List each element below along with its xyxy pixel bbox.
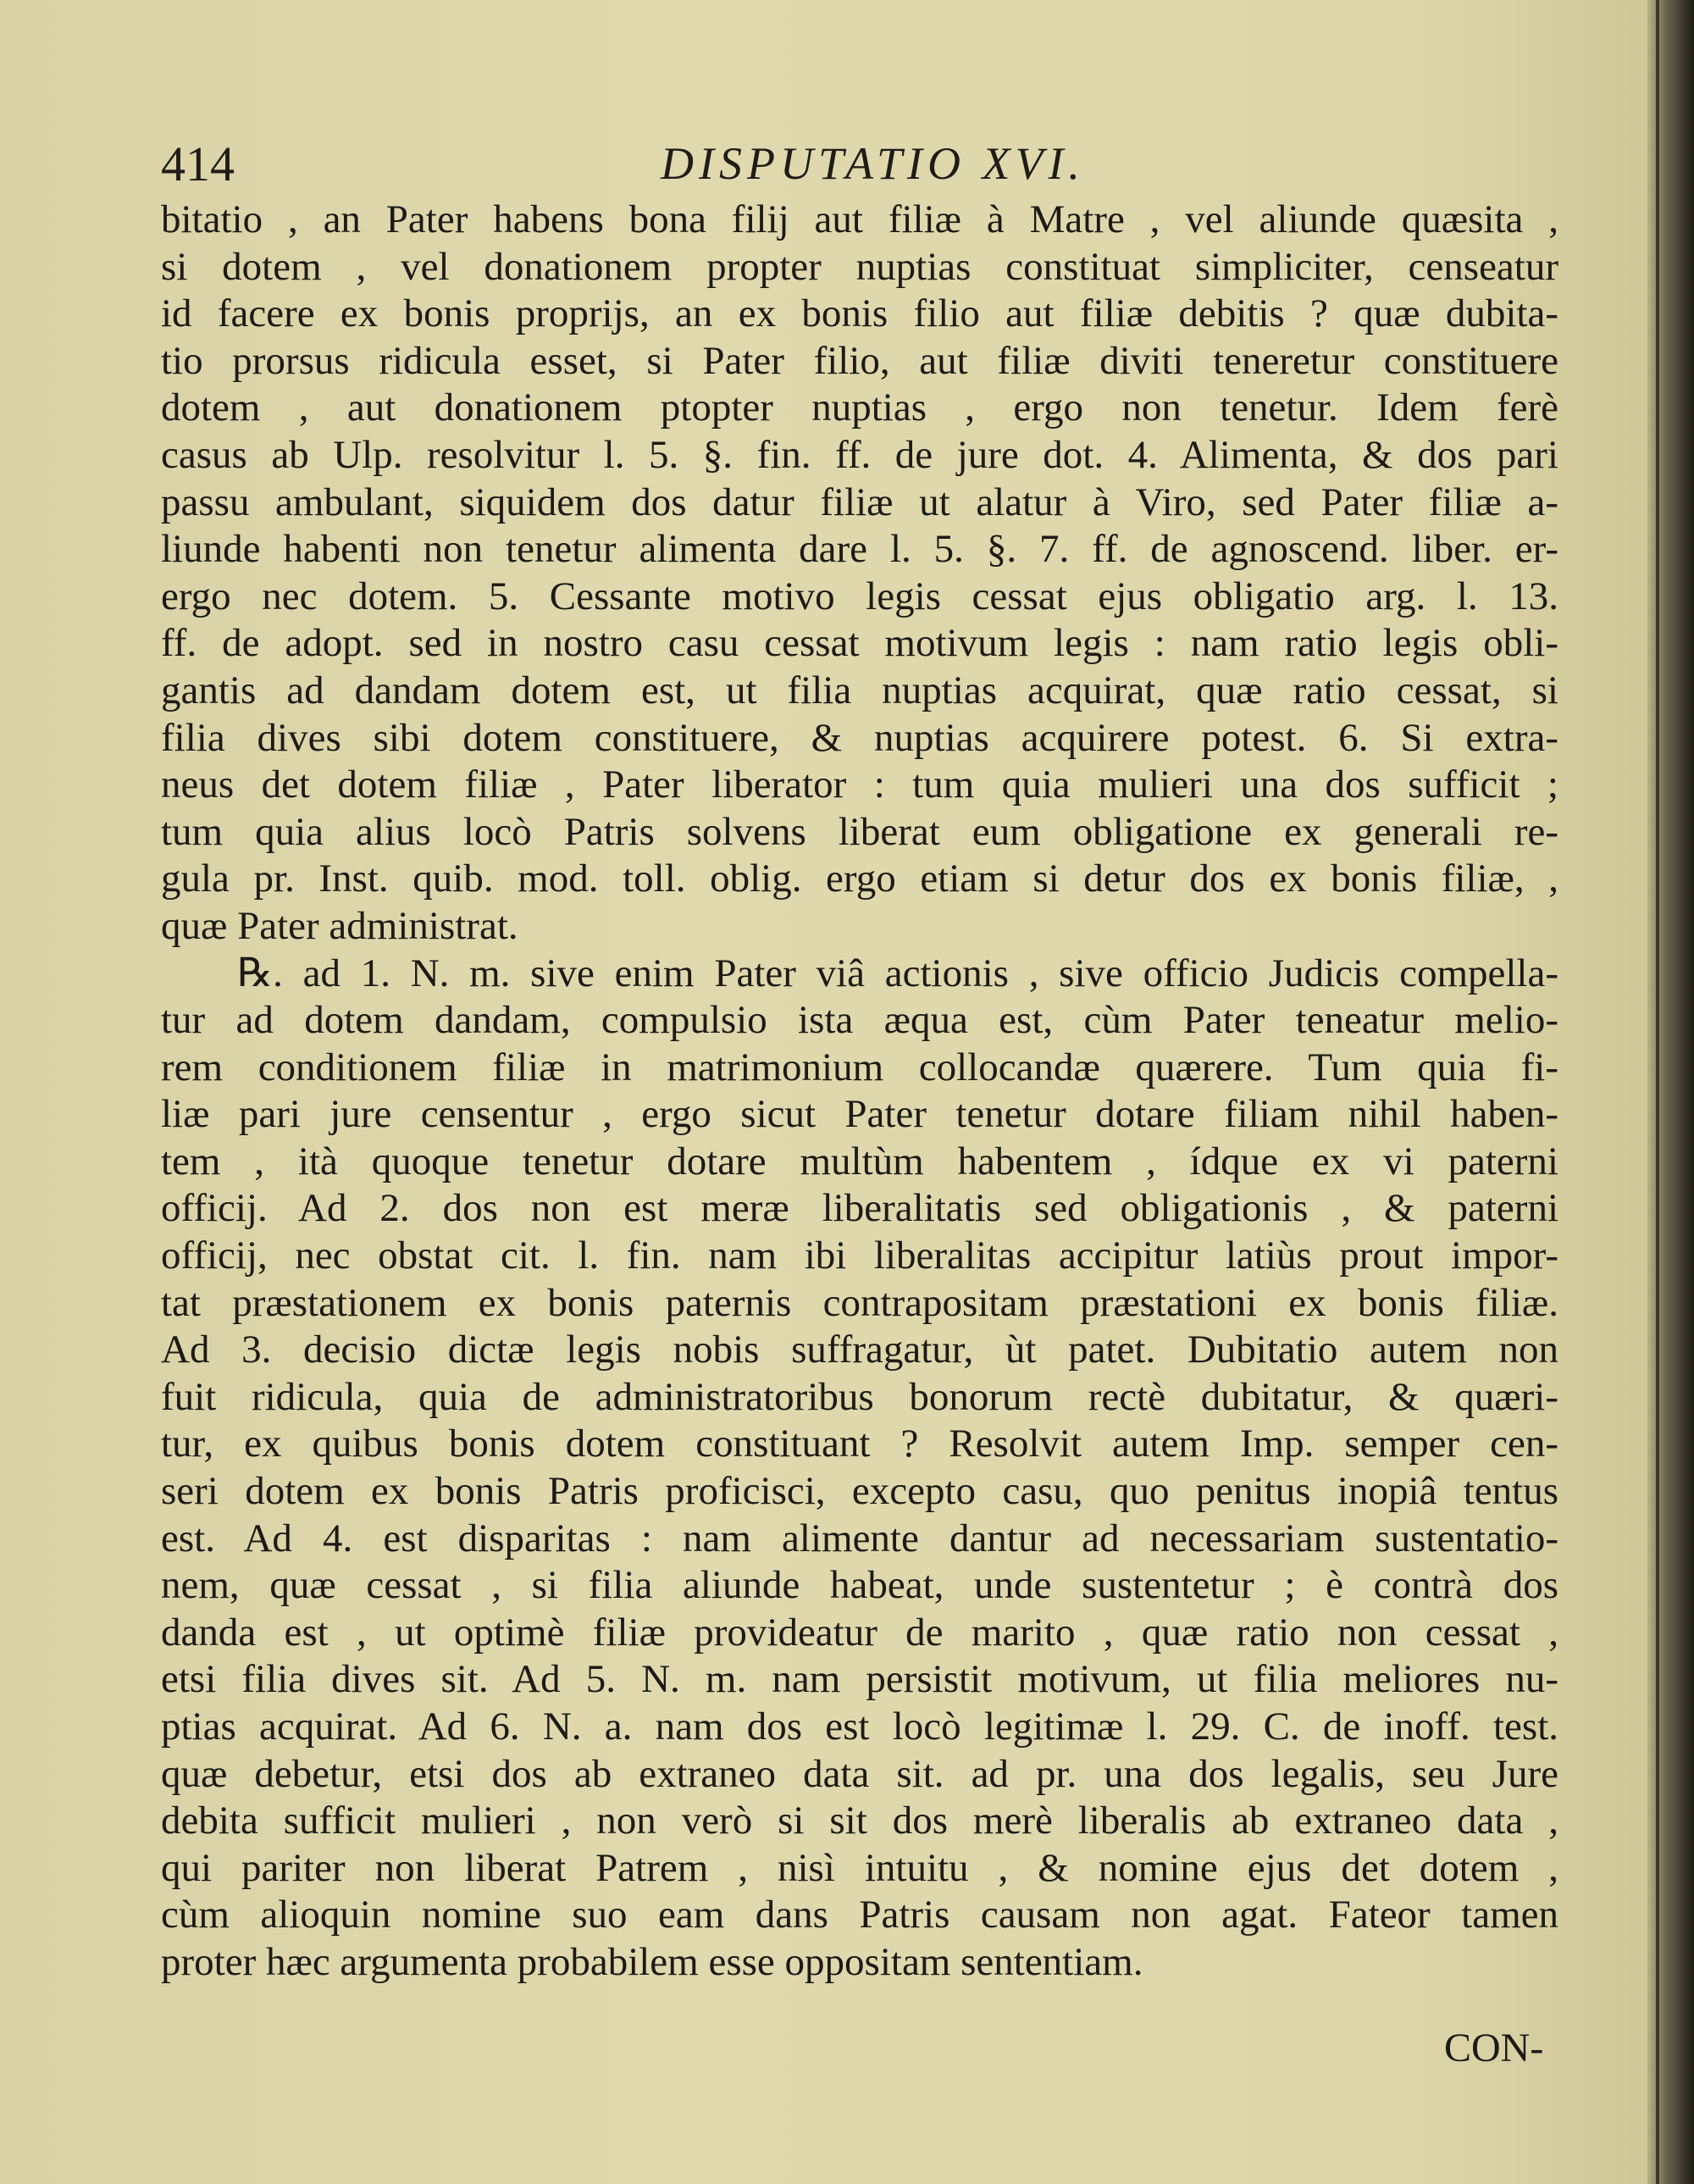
page-number: 414 [161,136,235,191]
text-line: casus ab Ulp. resolvitur l. 5. §. fin. ff. de jure dot. 4. Alimenta, & dos pari [161,432,1558,477]
text-line: nem, quæ cessat , si filia aliunde habeat, unde sustentetur ; è contrà dos [161,1563,1558,1608]
text-line: filia dives sibi dotem constituere, & nuptias acquirere potest. 6. Si extra- [161,715,1558,760]
text-line: est. Ad 4. est disparitas : nam alimente dantur ad necessariam sustentatio- [161,1516,1558,1560]
text-line: si dotem , vel donationem propter nuptias constituat simpliciter, censeatur [161,244,1558,289]
catchword: CON- [1444,2026,1544,2070]
text-line: rem conditionem filiæ in matrimonium collocandæ quærere. Tum quia fi- [161,1045,1558,1089]
running-title: DISPUTATIO XVI. [661,138,1085,189]
text-line: tur, ex quibus bonis dotem constituant ? Resolvit autem Imp. semper cen- [161,1422,1558,1466]
text-line: dotem , aut donationem ptopter nuptias , ergo non tenetur. Idem ferè [161,385,1558,430]
text-line: gantis ad dandam dotem est, ut filia nuptias acquirat, quæ ratio cessat, si [161,668,1558,712]
text-line: neus det dotem filiæ , Pater liberator : tum quia mulieri una dos sufficit ; [161,762,1558,807]
text-line: officij. Ad 2. dos non est meræ liberalitatis sed obligationis , & paterni [161,1186,1558,1231]
text-line: tat præstationem ex bonis paternis contrapositam præstationi ex bonis filiæ. [161,1280,1558,1325]
text-line: ergo nec dotem. 5. Cessante motivo legis cessat ejus obligatio arg. l. 13. [161,574,1558,618]
page-header [161,127,1558,195]
book-gutter [1647,0,1694,2184]
text-line: gula pr. Inst. quib. mod. toll. oblig. ergo etiam si detur dos ex bonis filiæ, , [161,856,1558,901]
text-line: officij, nec obstat cit. l. fin. nam ibi liberalitas accipitur latiùs prout impor- [161,1233,1558,1278]
text-line: liæ pari jure censentur , ergo sicut Pater tenetur dotare filiam nihil haben- [161,1092,1558,1137]
text-line: danda est , ut optimè filiæ provideatur de marito , quæ ratio non cessat , [161,1610,1558,1655]
text-line: debita sufficit mulieri , non verò si sit dos merè liberalis ab extraneo data , [161,1799,1558,1843]
page-edge [1656,0,1659,2184]
text-line: id facere ex bonis proprijs, an ex bonis filio aut filiæ debitis ? quæ dubita- [161,291,1558,336]
text-line: quæ debetur, etsi dos ab extraneo data sit. ad pr. una dos legalis, seu Jure [161,1751,1558,1796]
text-line: tur ad dotem dandam, compulsio ista æqua est, cùm Pater teneatur melio- [161,998,1558,1043]
text-line: quæ Pater administrat. [161,903,518,948]
text-line: liunde habenti non tenetur alimenta dare l. 5. §. 7. ff. de agnoscend. liber. er- [161,527,1558,572]
text-line: proter hæc argumenta probabilem esse oppositam sententiam. [161,1939,1143,1984]
text-line: etsi filia dives sit. Ad 5. N. m. nam persistit motivum, ut filia meliores nu- [161,1657,1558,1702]
text-line: tem , ità quoque tenetur dotare multùm habentem , ídque ex vi paterni [161,1139,1558,1183]
text-line: Ad 3. decisio dictæ legis nobis suffragatur, ùt patet. Dubitatio autem non [161,1328,1558,1372]
text-line: seri dotem ex bonis Patris proficisci, excepto casu, quo penitus inopiâ tentus [161,1469,1558,1514]
text-line: cùm alioquin nomine suo eam dans Patris causam non agat. Fateor tamen [161,1893,1558,1937]
text-line: fuit ridicula, quia de administratoribus bonorum rectè dubitatur, & quæri- [161,1374,1558,1419]
text-line: ff. de adopt. sed in nostro casu cessat motivum legis : nam ratio legis obli- [161,621,1558,666]
text-line: ptias acquirat. Ad 6. N. a. nam dos est locò legitimæ l. 29. C. de inoff. test. [161,1705,1558,1749]
text-line: ℞. ad 1. N. m. sive enim Pater viâ actionis , sive officio Judicis compella- [237,951,1558,995]
text-line: passu ambulant, siquidem dos datur filiæ ut alatur à Viro, sed Pater filiæ a- [161,479,1558,524]
text-line: tum quia alius locò Patris solvens liberat eum obligatione ex generali re- [161,809,1558,854]
text-line: tio prorsus ridicula esset, si Pater filio, aut filiæ diviti teneretur constituere [161,338,1558,383]
text-line: bitatio , an Pater habens bona filij aut filiæ à Matre , vel aliunde quæsita , [161,197,1558,241]
body-text [161,197,1558,1987]
text-line: qui pariter non liberat Patrem , nisì intuitu , & nomine ejus det dotem , [161,1845,1558,1890]
